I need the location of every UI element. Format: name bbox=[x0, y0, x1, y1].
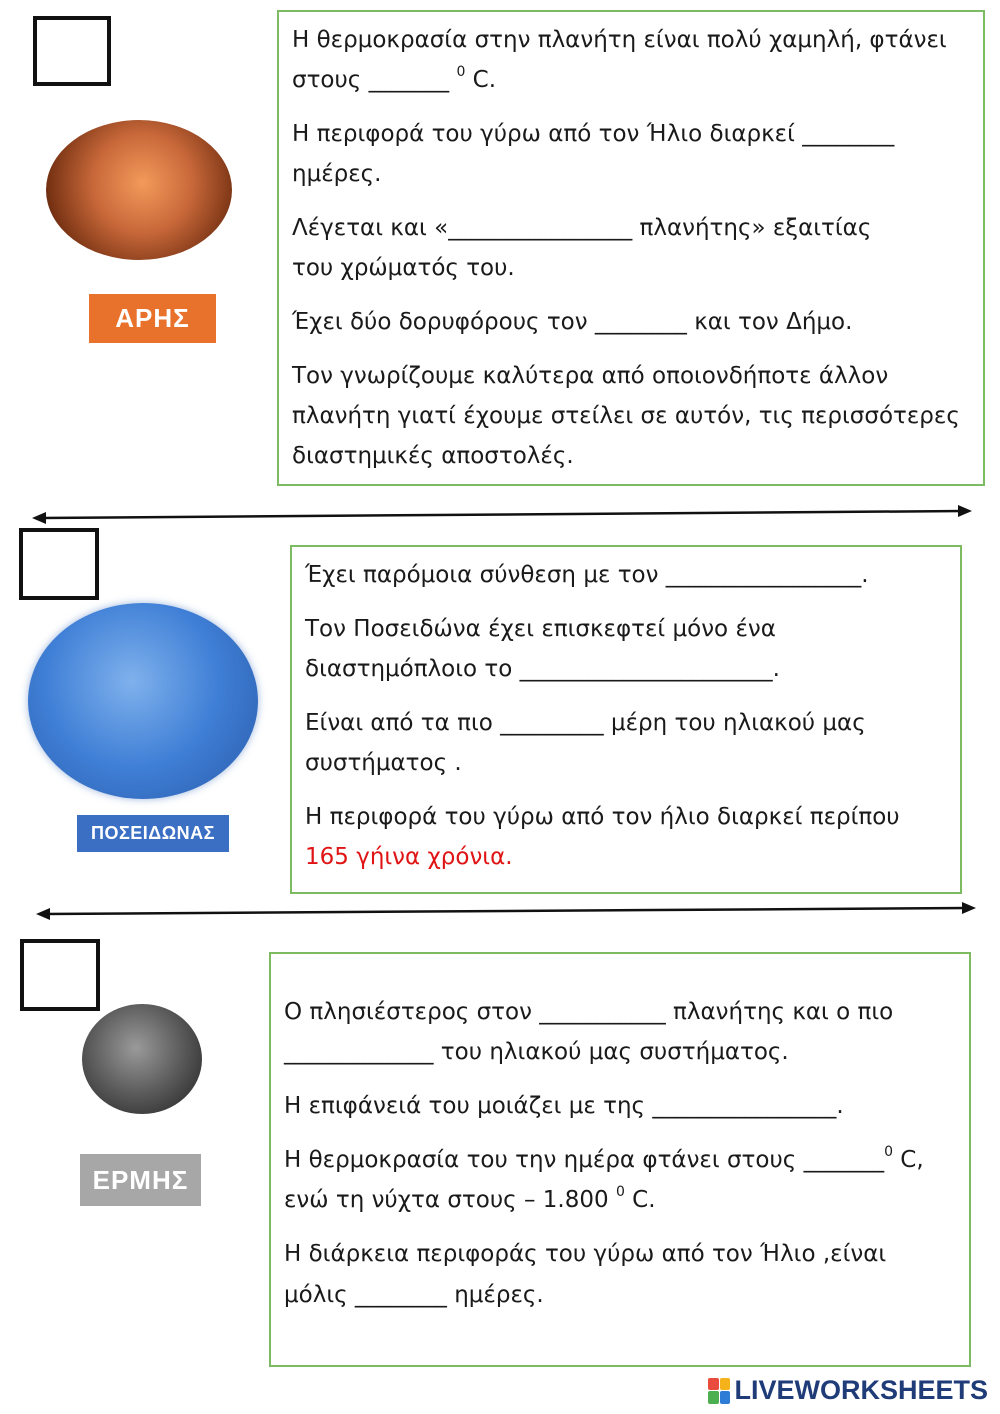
degree-superscript: 0 bbox=[456, 64, 466, 80]
mercury-temp-day-suffix: C, bbox=[893, 1147, 924, 1173]
mars-planet-image bbox=[46, 120, 232, 260]
mars-missions-line-2: πλανήτη γιατί έχουμε στείλει σε αυτόν, τις περισσότερες bbox=[292, 403, 960, 429]
neptune-composition-line: Έχει παρόμοια σύνθεση με τον _________________. bbox=[305, 562, 869, 588]
degree-superscript: 0 bbox=[615, 1184, 625, 1200]
mars-text-line-1: Η θερμοκρασία στην πλανήτη είναι πολύ χαμηλή, φτάνει bbox=[292, 27, 947, 53]
mercury-temp-day-line bbox=[284, 1140, 924, 1181]
answer-checkbox-3[interactable] bbox=[20, 939, 100, 1011]
mars-missions-line-3: διαστημικές αποστολές. bbox=[292, 443, 574, 469]
mars-orbit-line: Η περιφορά του γύρω από τον Ήλιο διαρκεί ________ bbox=[292, 121, 895, 147]
neptune-spacecraft-line-1: Τον Ποσειδώνα έχει επισκεφτεί μόνο ένα bbox=[305, 616, 776, 642]
mercury-nearest-line-1: Ο πλησιέστερος στον ___________ πλανήτης και ο πιο bbox=[284, 999, 894, 1025]
answer-checkbox-2[interactable] bbox=[19, 528, 99, 600]
logo-text: LIVEWORKSHEETS bbox=[734, 1375, 988, 1405]
mars-moons-line: Έχει δύο δορυφόρους τον ________ και τον Δήμο. bbox=[292, 309, 853, 335]
mars-orbit-line-2: ημέρες. bbox=[292, 161, 382, 187]
answer-checkbox-1[interactable] bbox=[33, 16, 111, 86]
neptune-orbit-line: Η περιφορά του γύρω από τον ήλιο διαρκεί περίπου bbox=[305, 804, 900, 830]
mercury-label: ΕΡΜΗΣ bbox=[80, 1154, 201, 1206]
neptune-spacecraft-line-2: διαστημόπλοιο το ______________________. bbox=[305, 656, 780, 682]
mercury-orbit-line-1: Η διάρκεια περιφοράς του γύρω από τον Ήλιο ,είναι bbox=[284, 1241, 887, 1267]
mercury-surface-line: Η επιφάνειά του μοιάζει με της ________________. bbox=[284, 1093, 844, 1119]
liveworksheets-logo-icon bbox=[708, 1378, 730, 1404]
neptune-orbit-answer: 165 γήινα χρόνια. bbox=[305, 844, 513, 870]
neptune-planet-image bbox=[28, 603, 258, 799]
mars-label: ΑΡΗΣ bbox=[89, 294, 216, 343]
mercury-temp-night-prefix: ενώ τη νύχτα στους – 1.800 bbox=[284, 1187, 616, 1213]
mars-temp-prefix: στους _______ bbox=[292, 67, 457, 93]
mars-missions-line-1: Τον γνωρίζουμε καλύτερα από οποιονδήποτε άλλον bbox=[292, 363, 889, 389]
neptune-label: ΠΟΣΕΙΔΩΝΑΣ bbox=[77, 815, 229, 852]
mars-temperature-line bbox=[292, 60, 496, 101]
neptune-cold-line-2: συστήματος . bbox=[305, 750, 462, 776]
mercury-orbit-line-2: μόλις ________ ημέρες. bbox=[284, 1282, 544, 1308]
liveworksheets-logo bbox=[708, 1375, 988, 1406]
mars-nickname-line-2: του χρώματός του. bbox=[292, 255, 515, 281]
mercury-nearest-line-2: _____________ του ηλιακού μας συστήματος. bbox=[284, 1039, 789, 1065]
degree-superscript: 0 bbox=[884, 1144, 893, 1160]
mars-nickname-line: Λέγεται και «________________ πλανήτης» εξαιτίας bbox=[292, 215, 872, 241]
mercury-planet-image bbox=[82, 1004, 202, 1114]
mercury-temp-night-suffix: C. bbox=[624, 1187, 656, 1213]
mercury-temp-night-line bbox=[284, 1180, 656, 1221]
mercury-temp-day-prefix: Η θερμοκρασία του την ημέρα φτάνει στους _______ bbox=[284, 1147, 885, 1173]
mars-temp-suffix: C. bbox=[465, 67, 497, 93]
neptune-cold-line-1: Είναι από τα πιο _________ μέρη του ηλιακού μας bbox=[305, 710, 866, 736]
